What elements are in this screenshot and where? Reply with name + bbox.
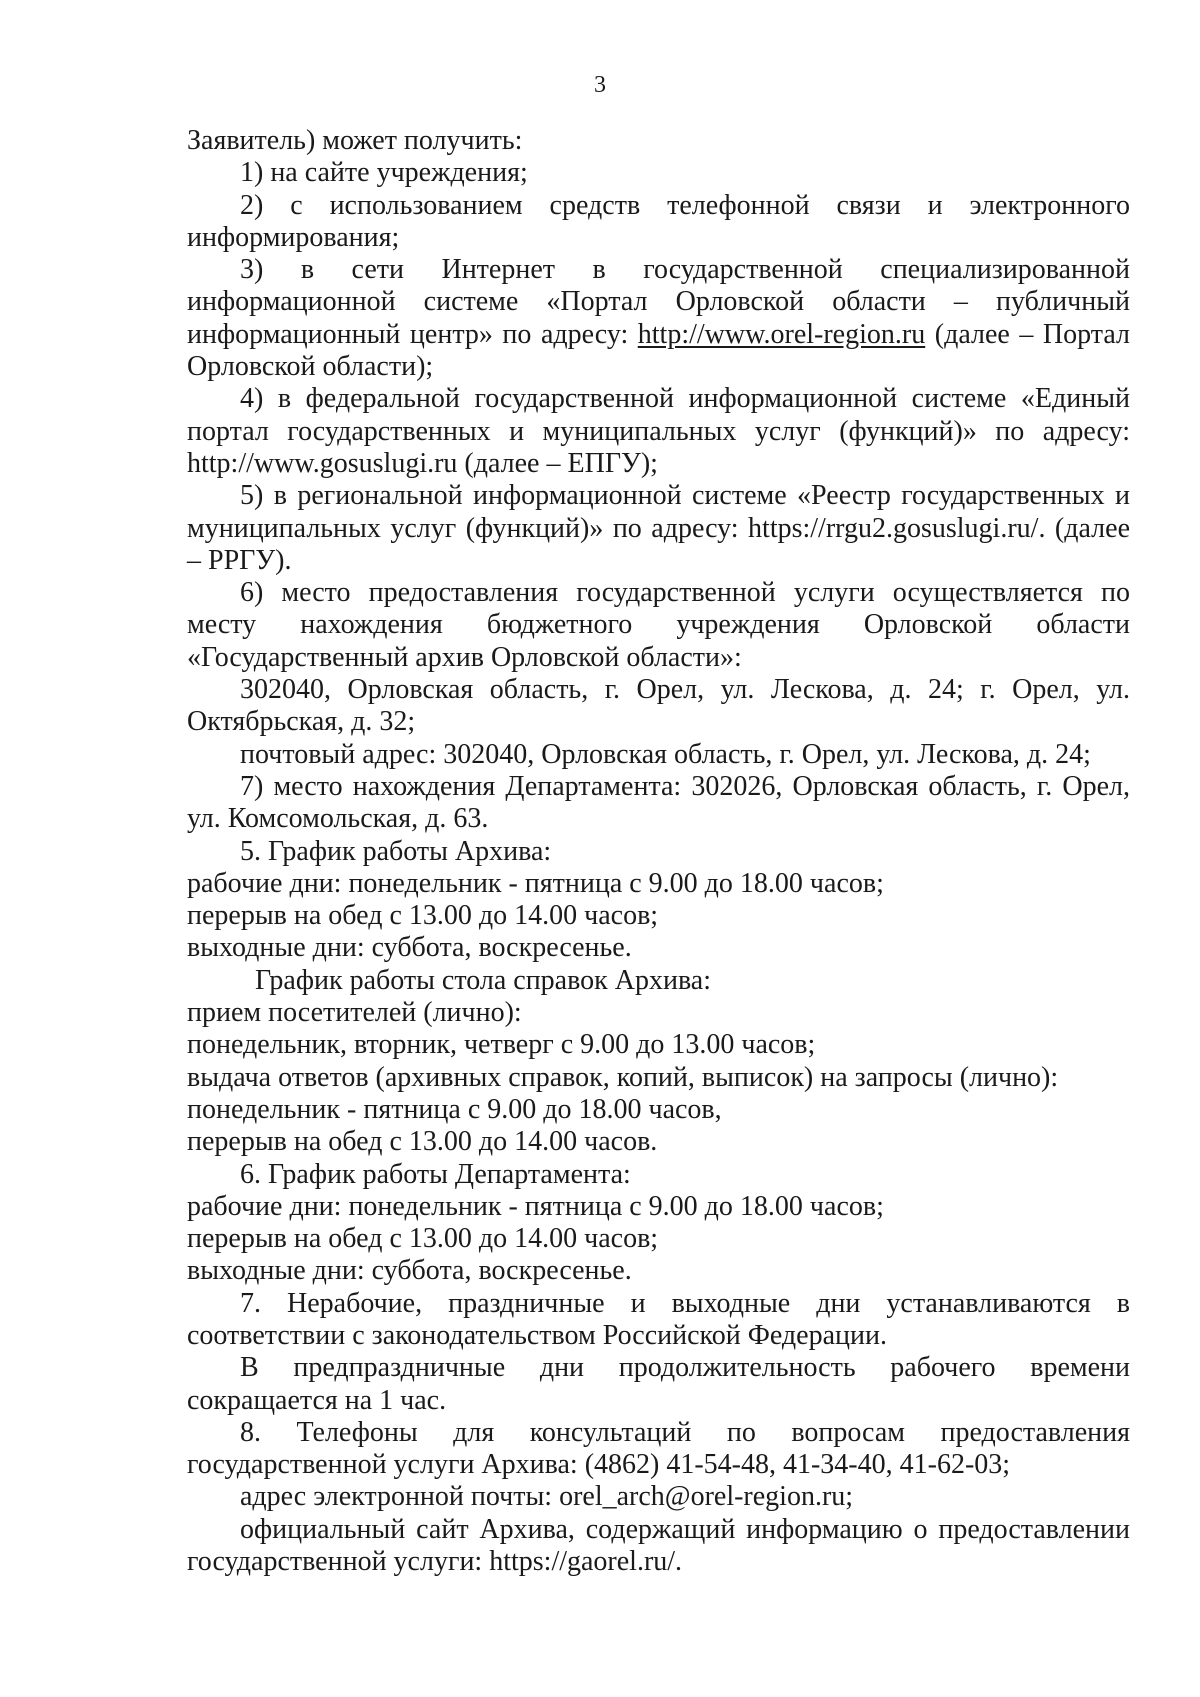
archive-working-days: рабочие дни: понедельник - пятница с 9.00 до 18.00 часов; [187,867,884,899]
list-item-rrgu: 5) в региональной информационной системе «Реестр государственных и муниципальных услуг (функций)» по адресу: https://rrgu2.gosuslugi.ru/. (далее – РРГУ). [187,480,1130,576]
postal-address: почтовый адрес: 302040, Орловская область, г. Орел, ул. Лескова, д. 24; [240,738,1091,770]
regional-portal-text-after: (далее – Портал Орловской области); [187,318,1130,383]
list-item-regional-portal [187,254,1130,383]
list-item-telephone: 2) с использованием средств телефонной связи и электронного информирования; [187,189,1130,253]
responses-issuance-hours: понедельник - пятница с 9.00 до 18.00 часов, [187,1093,722,1125]
section-heading-department-schedule: 6. График работы Департамента: [240,1158,631,1190]
reference-desk-lunch-break: перерыв на обед с 13.00 до 14.00 часов. [187,1126,658,1158]
archive-lunch-break: перерыв на обед с 13.00 до 14.00 часов; [187,900,659,932]
document-body [187,125,1130,1578]
archive-address: 302040, Орловская область, г. Орел, ул. Лескова, д. 24; г. Орел, ул. Октябрьская, д. 32; [187,674,1130,738]
email-address: адрес электронной почты: orel_arch@orel-region.ru; [240,1481,854,1513]
department-lunch-break: перерыв на обед с 13.00 до 14.00 часов; [187,1223,659,1255]
list-item-institution-site: 1) на сайте учреждения; [240,157,528,189]
archive-days-off: выходные дни: суббота, воскресенье. [187,932,632,964]
paragraph-holidays: 7. Нерабочие, праздничные и выходные дни устанавливаются в соответствии с законодательством Российской Федерации. [187,1287,1130,1351]
page-number: 3 [594,72,606,98]
list-item-epgu: 4) в федеральной государственной информационной системе «Единый портал государственных и муниципальных услуг (функций)» по адресу: http://www.gosuslugi.ru (далее – ЕПГУ); [187,383,1130,479]
department-working-days: рабочие дни: понедельник - пятница с 9.00 до 18.00 часов; [187,1190,884,1222]
paragraph-applicant-continuation: Заявитель) может получить: [187,125,523,156]
official-site: официальный сайт Архива, содержащий информацию о предоставлении государственной услуги: https://gaorel.ru/. [187,1513,1130,1578]
visitor-reception-hours: понедельник, вторник, четверг с 9.00 до 13.00 часов; [187,1029,816,1061]
paragraph-phones: 8. Телефоны для консультаций по вопросам предоставления государственной услуги Архива: (4862) 41-54-48, 41-34-40, 41-62-03; [187,1416,1130,1481]
section-heading-reference-desk: График работы стола справок Архива: [255,964,711,996]
section-heading-archive-schedule: 5. График работы Архива: [240,835,552,867]
list-item-service-location: 6) место предоставления государственной услуги осуществляется по месту нахождения бюджетного учреждения Орловской области «Государственный архив Орловской области»: [187,577,1130,673]
visitor-reception-heading: прием посетителей (лично): [187,997,522,1029]
regional-portal-text-before: 3) в сети Интернет в государственной специализированной информационной системе «Портал Орловской области – публичный информационный центр» по адресу: [187,254,1130,350]
department-days-off: выходные дни: суббота, воскресенье. [187,1255,632,1287]
responses-issuance-heading: выдача ответов (архивных справок, копий, выписок) на запросы (лично): [187,1061,1059,1093]
list-item-department-location: 7) место нахождения Департамента: 302026, Орловская область, г. Орел, ул. Комсомольская, д. 63. [187,770,1130,835]
orel-region-link[interactable]: http://www.orel-region.ru [637,318,926,350]
paragraph-pre-holiday: В предпраздничные дни продолжительность рабочего времени сокращается на 1 час. [187,1352,1130,1416]
